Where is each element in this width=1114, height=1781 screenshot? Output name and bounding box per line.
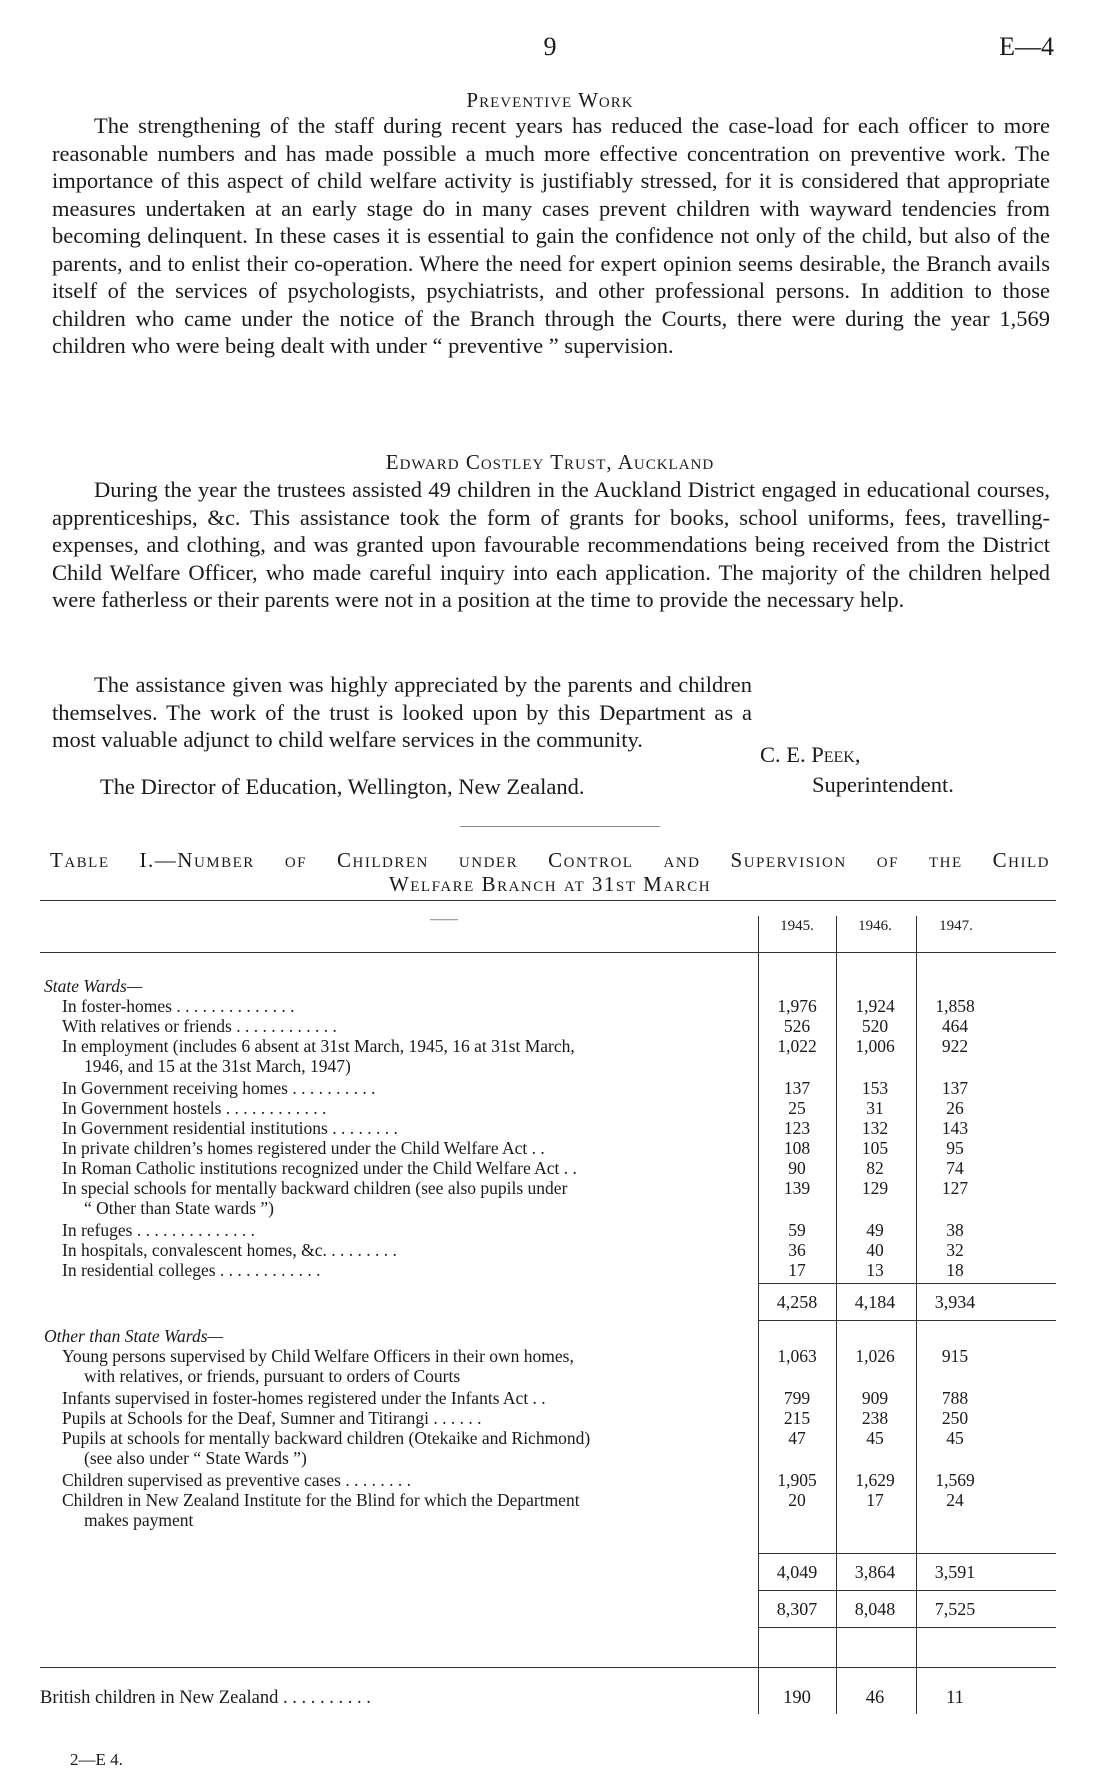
row-label: In employment (includes 6 absent at 31st March, 1945, 16 at 31st March, [62,1036,575,1056]
series-code: E—4 [999,32,1054,61]
table-top-rule [40,900,1056,901]
cell-1947: 127 [941,1178,969,1198]
table-header-rule [40,952,1056,953]
cell-1947: 11 [946,1688,964,1708]
cell-1945: 20 [788,1490,806,1510]
cell-1947: 18 [946,1260,964,1280]
cell-1946: 132 [861,1118,889,1138]
cell-1946: 17 [866,1490,884,1510]
cell-1946: 82 [866,1158,884,1178]
cell-1945: 1,022 [777,1036,817,1056]
children-table [40,900,1056,1720]
table-title-line-2: Welfare Branch at 31st March [388,872,712,896]
addressee: The Director of Education, Wellington, New Zealand. [100,774,585,799]
cell-1946: 40 [866,1240,884,1260]
cell-1946: 1,629 [855,1470,895,1490]
cell-1947: 922 [941,1036,969,1056]
cell-1946: 1,924 [855,996,895,1016]
trust-heading: Edward Costley Trust, Auckland [385,450,715,474]
signature-name [760,742,861,768]
row-label: In special schools for mentally backward children (see also pupils under [62,1178,568,1198]
grand-total-rule [758,1627,1056,1628]
row-label: Children in New Zealand Institute for the Blind for which the Department [62,1490,580,1510]
grand-total-1946: 8,048 [854,1599,896,1619]
total-1947: 3,934 [934,1292,976,1312]
table-title [50,848,1050,896]
column-header-1947: 1947. [939,918,973,934]
row-label: In refuges . . . . . . . . . . . . . . [62,1220,255,1240]
cell-1945: 123 [783,1118,811,1138]
british-rule [40,1667,1056,1668]
cell-1946: 46 [865,1688,885,1708]
cell-1947: 24 [946,1490,964,1510]
other-total-rule-bottom [758,1590,1056,1591]
row-label: In Government hostels . . . . . . . . . . . . [62,1098,327,1118]
row-label: In foster-homes . . . . . . . . . . . . . . [62,996,295,1016]
cell-1945: 108 [783,1138,811,1158]
preventive-work-text: The strengthening of the staff during recent years has reduced the case-load for each officer to more reasonable numbers and has made possible a much more effective concentration on preventive work. The importance of this aspect of child welfare activity is justifiably stressed, for it is considered that appropriate measures undertaken at an early stage do in many cases prevent children with wayward tendencies from becoming delinquent. In these cases it is essential to gain the confidence not only of the child, but also of the parents, and to enlist their co-operation. Where the need for expert opinion seems desirable, the Branch avails itself of the services of psychologists, psychiatrists, and other professional persons. In addition to those children who came under the notice of the Branch through the Courts, there were during the year 1,569 children who were being dealt with under “ preventive ” supervision. [52,113,1050,358]
row-label: In private children’s homes registered under the Child Welfare Act . . [62,1138,545,1158]
cell-1946: 129 [861,1178,889,1198]
row-label-continuation: “ Other than State wards ”) [84,1198,274,1218]
signatory-name: C. E. Peek, [760,742,861,767]
row-label-continuation: with relatives, or friends, pursuant to orders of Courts [84,1366,461,1386]
cell-1947: 464 [941,1016,969,1036]
cell-1945: 90 [788,1158,806,1178]
cell-1947: 32 [946,1240,964,1260]
total-1945: 4,049 [776,1562,818,1582]
row-label: In Roman Catholic institutions recognized under the Child Welfare Act . . [62,1158,577,1178]
trust-text-2: The assistance given was highly appreciated by the parents and children themselves. The work of the trust is looked upon by this Department as a most valuable adjunct to child welfare services in the community. [52,672,752,752]
cell-1947: 1,858 [935,996,975,1016]
row-label: Young persons supervised by Child Welfare Officers in their own homes, [62,1346,574,1366]
row-label-continuation: 1946, and 15 at the 31st March, 1947) [84,1056,351,1076]
total-1946: 3,864 [854,1562,896,1582]
cell-1945: 137 [783,1078,811,1098]
row-label: In hospitals, convalescent homes, &c. . . . . . . . . [62,1240,397,1260]
cell-1946: 105 [861,1138,889,1158]
cell-1946: 1,006 [855,1036,895,1056]
cell-1947: 45 [946,1428,964,1448]
row-label: In Government residential institutions . . . . . . . . [62,1118,398,1138]
other-total-rule-top [758,1553,1056,1554]
preventive-work-paragraph [52,112,1050,360]
column-header-1946: 1946. [858,918,892,934]
cell-1945: 47 [788,1428,806,1448]
trust-paragraph-1 [52,476,1050,614]
cell-1945: 526 [783,1016,811,1036]
cell-1946: 520 [861,1016,889,1036]
total-1946: 4,184 [854,1292,896,1312]
cell-1946: 153 [861,1078,889,1098]
cell-1946: 31 [866,1098,884,1118]
cell-1945: 799 [783,1388,811,1408]
cell-1947: 143 [941,1118,969,1138]
cell-1945: 59 [788,1220,806,1240]
row-label: Pupils at schools for mentally backward children (Otekaike and Richmond) [62,1428,591,1448]
cell-1945: 1,976 [777,996,817,1016]
cell-1946: 238 [861,1408,889,1428]
row-label: Infants supervised in foster-homes registered under the Infants Act . . [62,1388,546,1408]
cell-1945: 25 [788,1098,806,1118]
footer-note: 2—E 4. [70,1750,123,1769]
cell-1945: 1,905 [777,1470,817,1490]
cell-1945: 36 [788,1240,806,1260]
cell-1947: 137 [941,1078,969,1098]
row-label: Children supervised as preventive cases . . . . . . . . [62,1470,411,1490]
trust-paragraph-2 [52,671,752,754]
trust-text-1: During the year the trustees assisted 49 children in the Auckland District engaged in educational courses, apprenticeships, &c. This assistance took the form of grants for books, school uniforms, fees, travelling-expenses, and clothing, and was granted upon favourable recommendations being received from the District Child Welfare Officer, who made careful inquiry into each application. The majority of the children helped were fatherless or their parents were not in a position at the time to provide the necessary help. [52,477,1050,612]
section-divider [460,826,660,827]
total-1945: 4,258 [776,1292,818,1312]
cell-1947: 915 [941,1346,969,1366]
other-wards-label: Other than State Wards— [44,1326,224,1346]
cell-1946: 13 [866,1260,884,1280]
cell-1945: 139 [783,1178,811,1198]
grand-total-1945: 8,307 [776,1599,818,1619]
row-label-continuation: (see also under “ State Wards ”) [84,1448,307,1468]
cell-1946: 45 [866,1428,884,1448]
grand-total-1947: 7,525 [934,1599,976,1619]
cell-1947: 95 [946,1138,964,1158]
state-total-rule-bottom [758,1320,1056,1321]
state-total-rule-top [758,1283,1056,1284]
signature-title: Superintendent. [812,772,954,797]
cell-1947: 26 [946,1098,964,1118]
column-header-1945: 1945. [780,918,814,934]
cell-1945: 215 [783,1408,811,1428]
cell-1947: 74 [946,1158,964,1178]
column-header-blank: —— [430,912,458,927]
row-label: Pupils at Schools for the Deaf, Sumner and Titirangi . . . . . . [62,1408,482,1428]
cell-1947: 788 [941,1388,969,1408]
cell-1945: 1,063 [777,1346,817,1366]
state-wards-label: State Wards— [44,976,143,996]
cell-1946: 909 [861,1388,889,1408]
row-label: British children in New Zealand . . . . . . . . . . [40,1688,371,1708]
page-number: 9 [543,32,557,61]
cell-1947: 38 [946,1220,964,1240]
total-1947: 3,591 [934,1562,976,1582]
row-label: In residential colleges . . . . . . . . . . . . [62,1260,321,1280]
cell-1945: 190 [783,1688,811,1708]
cell-1946: 1,026 [855,1346,895,1366]
cell-1947: 250 [941,1408,969,1428]
row-label: With relatives or friends . . . . . . . . . . . . [62,1016,337,1036]
cell-1945: 17 [788,1260,806,1280]
row-label-continuation: makes payment [84,1510,194,1530]
preventive-work-heading: Preventive Work [466,88,634,112]
cell-1947: 1,569 [935,1470,975,1490]
table-title-line-1: Table I.—Number of Children under Control and Supervision of the Child [50,848,1050,872]
row-label: In Government receiving homes . . . . . . . . . . [62,1078,376,1098]
cell-1946: 49 [866,1220,884,1240]
